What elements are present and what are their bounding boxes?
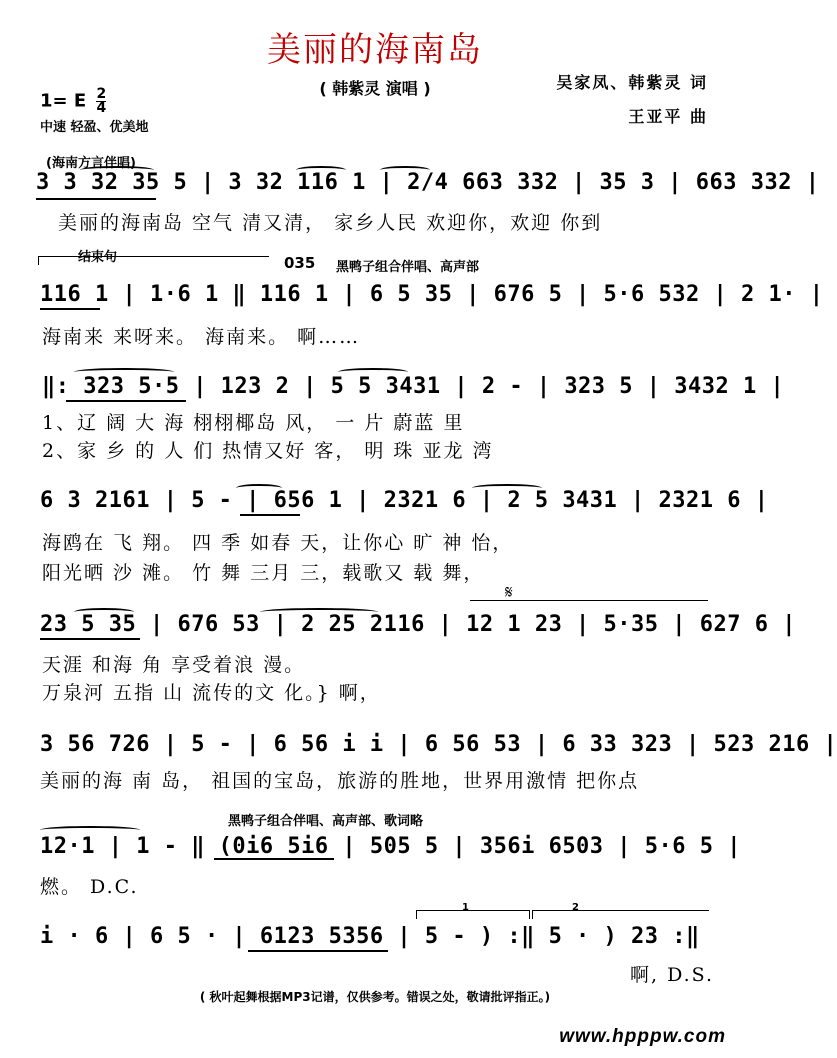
volta-2-bracket bbox=[532, 910, 709, 919]
slur bbox=[472, 484, 542, 492]
score-row-5: 23 5 35 | 676 53 | 2 25 2116 | 12 1 23 | 5·35 | 627 6 | bbox=[40, 612, 796, 637]
volta-1-label: 1 bbox=[462, 902, 469, 913]
tempo-marking: 中速 轻盈、优美地 bbox=[40, 120, 149, 135]
lyricist-credit: 吴家凤、韩紫灵 词 bbox=[556, 73, 708, 92]
ending-note: 结束句 bbox=[78, 250, 118, 265]
composer-credit: 王亚平 曲 bbox=[628, 107, 708, 126]
segno-sign: 𝄋 bbox=[505, 582, 513, 603]
slur bbox=[236, 484, 282, 492]
key-signature bbox=[40, 88, 106, 115]
harmony-notes: 035 bbox=[284, 254, 316, 272]
slur bbox=[40, 826, 140, 834]
time-bottom: 4 bbox=[96, 100, 107, 116]
disclaimer-text: ( 秋叶起舞根据MP3记谱，仅供参考。错误之处，敬请批评指正。) bbox=[199, 990, 551, 1004]
time-top: 2 bbox=[96, 86, 107, 102]
beam-line bbox=[248, 950, 388, 952]
lyric-row-7: 燃。 D.C. bbox=[40, 876, 139, 898]
slur bbox=[296, 166, 346, 174]
key-label: 1= E bbox=[40, 90, 87, 112]
lyric-row-2: 海南来 来呀来。 海南来。 啊…… bbox=[42, 326, 361, 348]
score-row-4: 6 3 2161 | 5 - | 656 1 | 2321 6 | 2 5 3431 | 2321 6 | bbox=[40, 488, 769, 513]
beam-line bbox=[36, 198, 156, 200]
dialect-note: (海南方言伴唱) bbox=[46, 156, 136, 171]
beam-line bbox=[66, 400, 186, 402]
slur bbox=[380, 166, 430, 174]
score-row-8: i · 6 | 6 5 · | 6123 5356 | 5 - ) :‖ 5 · ) 23 :‖ bbox=[40, 924, 700, 949]
segno-line bbox=[470, 600, 708, 601]
website-watermark: www.hpppw.com bbox=[559, 1026, 726, 1047]
score-row-7: 12·1 | 1 - ‖ (0i6 5i6 | 505 5 | 356i 6503 | 5·6 5 | bbox=[40, 834, 742, 859]
beam-line bbox=[40, 638, 140, 640]
lyric-row-4b: 阳光晒 沙 滩。 竹 舞 三月 三，载歌又 载 舞， bbox=[42, 562, 485, 584]
song-title: 美丽的海南岛 bbox=[267, 30, 483, 70]
lyric-row-1: 美丽的海南岛 空气 清又清， 家乡人民 欢迎你，欢迎 你到 bbox=[58, 212, 603, 234]
lyric-row-3b: 2、家 乡 的 人 们 热情又好 客， 明 珠 亚龙 湾 bbox=[42, 440, 494, 462]
volta-2-label: 2 bbox=[572, 902, 579, 913]
beam-line bbox=[214, 858, 334, 860]
lyric-row-6: 美丽的海 南 岛， 祖国的宝岛，旅游的胜地，世界用激情 把你点 bbox=[40, 770, 640, 792]
singer-credit: ( 韩紫灵 演唱 ) bbox=[319, 79, 431, 98]
slur bbox=[74, 368, 174, 376]
lyric-row-5a: 天涯 和海 角 享受着浪 漫。 bbox=[42, 654, 306, 676]
beam-line bbox=[240, 514, 300, 516]
slur bbox=[80, 166, 154, 174]
score-row-3: ‖: 323 5·5 | 123 2 | 5 5 3431 | 2 - | 323 5 | 3432 1 | bbox=[42, 374, 785, 399]
slur bbox=[260, 608, 378, 616]
slur bbox=[338, 368, 408, 376]
slur bbox=[74, 608, 134, 616]
harmony-note-1: 黑鸭子组合伴唱、高声部 bbox=[336, 260, 480, 275]
lyric-row-8: 啊, D.S. bbox=[630, 964, 715, 986]
beam-line bbox=[40, 308, 100, 310]
lyric-row-4a: 海鸥在 飞 翔。 四 季 如春 天，让你心 旷 神 怡， bbox=[42, 532, 514, 554]
harmony-note-2: 黑鸭子组合伴唱、高声部、歌词略 bbox=[228, 814, 424, 829]
lyric-row-5b: 万泉河 五指 山 流传的文 化。} 啊， bbox=[42, 682, 381, 704]
ending-bracket bbox=[38, 256, 269, 265]
score-row-6: 3 56 726 | 5 - | 6 56 i i | 6 56 53 | 6 33 323 | 523 216 | bbox=[40, 732, 837, 757]
score-row-1: 3 3 32 35 5 | 3 32 116 1 | 2/4 663 332 | 35 3 | 663 332 | bbox=[36, 170, 820, 195]
lyric-row-3a: 1、辽 阔 大 海 栩栩椰岛 风， 一 片 蔚蓝 里 bbox=[42, 412, 465, 434]
time-signature bbox=[96, 88, 106, 115]
volta-1-bracket bbox=[416, 910, 530, 919]
score-row-2: 116 1 | 1·6 1 ‖ 116 1 | 6 5 35 | 676 5 | 5·6 532 | 2 1· | bbox=[40, 282, 824, 307]
